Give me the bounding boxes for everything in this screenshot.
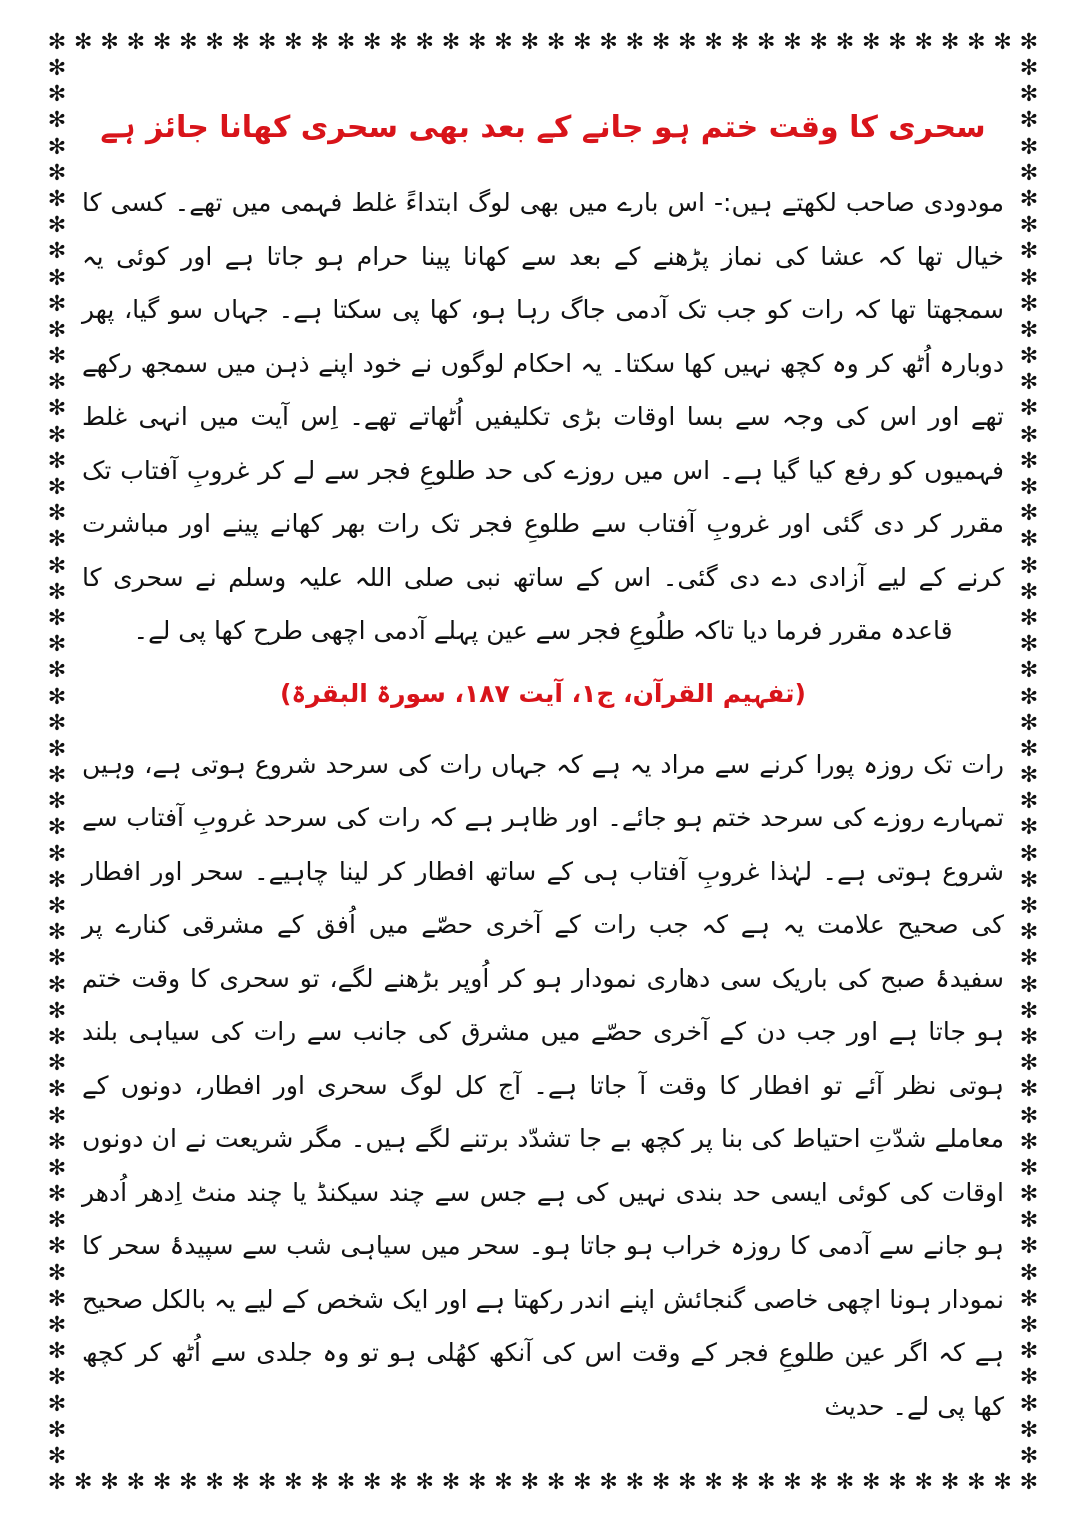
border-star-icon: ✻ (100, 1470, 119, 1495)
border-star-icon: ✻ (1019, 763, 1039, 789)
border-star-icon: ✻ (1019, 108, 1039, 134)
border-left (44, 56, 70, 1470)
border-star-icon: ✻ (47, 1286, 67, 1312)
paragraph-2: رات تک روزہ پورا کرنے سے مراد یہ ہے کہ جہاں رات کی سرحد شروع ہوتی ہے، وہیں تمہارے روزے کی سرحد ختم ہو جائے۔ اور ظاہر ہے کہ رات کی سرحد غروبِ آفتاب سے شروع ہوتی ہے۔ لہٰذا غروبِ آفتاب ہی کے ساتھ افطار کر لینا چاہیے۔ سحر اور افطار کی صحیح علامت یہ ہے کہ جب رات کے آخری حصّے میں اُفق کے مشرقی کنارے پر سفیدۂ صبح کی باریک سی دھاری نمودار ہو کر اُوپر بڑھنے لگے، تو سحری کا وقت ختم ہو جاتا ہے اور جب دن کے آخری حصّے میں مشرق کی جانب سے رات کی سیاہی بلند ہوتی نظر آئے تو افطار کا وقت آ جاتا ہے۔ آج کل لوگ سحری اور افطار، دونوں کے معاملے شدّتِ احتیاط کی بنا پر کچھ بے جا تشدّد برتنے لگے ہیں۔ مگر شریعت نے ان دونوں اوقات کی کوئی ایسی حد بندی نہیں کی ہے جس سے چند سیکنڈ یا چند منٹ اِدھر اُدھر ہو جانے سے آدمی کا روزہ خراب ہو جاتا ہو۔ سحر میں سیاہی شب سے سپیدۂ سحر کا نمودار ہونا اچھی خاصی گنجائش اپنے اندر رکھتا ہے اور ایک شخص کے لیے یہ بالکل صحیح ہے کہ اگر عین طلوعِ فجر کے وقت اس کی آنکھ کھُلی ہو تو وہ جلدی سے اُٹھ کر کچھ کھا پی لے۔ حدیث (82, 749, 1004, 1421)
border-star-icon: ✻ (441, 30, 461, 55)
border-star-icon: ✻ (678, 1470, 697, 1495)
border-star-icon: ✻ (74, 30, 93, 55)
border-star-icon: ✻ (1019, 475, 1039, 500)
border-star-icon: ✻ (1019, 186, 1039, 212)
border-star-icon: ✻ (1019, 579, 1039, 605)
border-star-icon: ✻ (783, 1470, 802, 1495)
border-star-icon: ✻ (1019, 1339, 1039, 1365)
border-star-icon: ✻ (1019, 213, 1039, 239)
border-star-icon: ✻ (1019, 632, 1039, 658)
border-star-icon: ✻ (1019, 1470, 1039, 1495)
border-bottom (44, 1470, 1042, 1496)
border-star-icon: ✻ (310, 30, 329, 55)
border-star-icon: ✻ (1019, 82, 1039, 108)
border-star-icon: ✻ (310, 1470, 329, 1495)
border-star-icon: ✻ (47, 82, 67, 108)
border-star-icon: ✻ (47, 396, 67, 422)
border-star-icon: ✻ (1019, 422, 1039, 448)
paragraph-1: مودودی صاحب لکھتے ہیں:- اس بارے میں بھی لوگ ابتداءً غلط فہمی میں تھے۔ کسی کا خیال تھا کہ عشا کی نماز پڑھنے کے بعد سے کھانا پینا حرام ہو جاتا ہے اور کوئی یہ سمجھتا تھا کہ رات کو جب تک آدمی جاگ رہا ہو، کھا پی سکتا ہے۔ جہاں سو گیا، پھر دوبارہ اُٹھ کر وہ کچھ نہیں کھا سکتا۔ یہ احکام لوگوں نے خود اپنے ذہن میں سمجھ رکھے تھے اور اس کی وجہ سے بسا اوقات بڑی تکلیفیں اُٹھاتے تھے۔ اِس آیت میں انہی غلط فہمیوں کو رفع کیا گیا ہے۔ اس میں روزے کی حد طلوعِ فجر سے لے کر غروبِ آفتاب تک مقرر کر دی گئی اور غروبِ آفتاب سے طلوعِ فجر تک رات بھر کھانے پینے اور مباشرت کرنے کے لیے آزادی دے دی گئی۔ اس کے ساتھ نبی صلی اللہ علیہ وسلم نے سحری کا قاعدہ مقرر فرما دیا تاکہ طلُوعِ فجر سے عین پہلے آدمی اچھی طرح کھا پی لے۔ (82, 188, 1004, 645)
border-star-icon: ✻ (835, 30, 855, 55)
border-star-icon: ✻ (47, 1024, 67, 1050)
border-star-icon: ✻ (179, 30, 198, 55)
border-star-icon: ✻ (1019, 291, 1039, 317)
border-star-icon: ✻ (47, 56, 67, 81)
border-star-icon: ✻ (730, 30, 750, 55)
border-star-icon: ✻ (704, 30, 723, 55)
border-star-icon: ✻ (1019, 1103, 1039, 1129)
border-star-icon: ✻ (573, 1470, 592, 1495)
border-star-icon: ✻ (1019, 30, 1039, 55)
border-star-icon: ✻ (1019, 1365, 1039, 1391)
border-star-icon: ✻ (1019, 370, 1039, 396)
border-star-icon: ✻ (1019, 56, 1039, 81)
border-star-icon: ✻ (47, 867, 67, 893)
border-star-icon: ✻ (494, 1470, 513, 1495)
border-star-icon: ✻ (47, 1339, 67, 1365)
border-star-icon: ✻ (494, 30, 513, 55)
border-star-icon: ✻ (47, 370, 67, 396)
border-star-icon: ✻ (835, 1470, 855, 1495)
border-star-icon: ✻ (257, 30, 277, 55)
border-star-icon: ✻ (1019, 1077, 1039, 1103)
border-star-icon: ✻ (888, 1470, 907, 1495)
border-star-icon: ✻ (415, 30, 434, 55)
border-star-icon: ✻ (1019, 1208, 1039, 1234)
border-star-icon: ✻ (1019, 736, 1039, 762)
border-star-icon: ✻ (1019, 1443, 1039, 1469)
border-star-icon: ✻ (1019, 1417, 1039, 1443)
border-star-icon: ✻ (1019, 344, 1039, 370)
border-star-icon: ✻ (546, 30, 566, 55)
border-star-icon: ✻ (1019, 396, 1039, 422)
border-star-icon: ✻ (47, 108, 67, 134)
border-star-icon: ✻ (1019, 1024, 1039, 1050)
border-star-icon: ✻ (651, 30, 671, 55)
border-star-icon: ✻ (389, 1470, 408, 1495)
border-star-icon: ✻ (47, 291, 67, 317)
border-star-icon: ✻ (967, 30, 986, 55)
border-star-icon: ✻ (1019, 605, 1039, 631)
border-star-icon: ✻ (1019, 448, 1039, 474)
border-star-icon: ✻ (1019, 894, 1039, 919)
border-star-icon: ✻ (47, 972, 67, 998)
border-star-icon: ✻ (47, 1129, 67, 1155)
border-star-icon: ✻ (47, 658, 67, 684)
border-star-icon: ✻ (993, 1470, 1012, 1495)
border-star-icon: ✻ (914, 30, 933, 55)
border-star-icon: ✻ (336, 30, 356, 55)
article-body (82, 92, 1004, 1462)
border-star-icon: ✻ (336, 1470, 356, 1495)
border-star-icon: ✻ (1019, 1155, 1039, 1181)
border-star-icon: ✻ (205, 30, 224, 55)
border-star-icon: ✻ (47, 710, 67, 736)
border-star-icon: ✻ (651, 1470, 671, 1495)
border-star-icon: ✻ (1019, 920, 1039, 946)
border-star-icon: ✻ (231, 1470, 251, 1495)
border-star-icon: ✻ (47, 998, 67, 1024)
border-star-icon: ✻ (179, 1470, 198, 1495)
border-star-icon: ✻ (47, 946, 67, 972)
border-star-icon: ✻ (888, 30, 907, 55)
border-star-icon: ✻ (862, 30, 881, 55)
border-star-icon: ✻ (783, 30, 802, 55)
border-star-icon: ✻ (47, 422, 67, 448)
border-star-icon: ✻ (1019, 1260, 1039, 1286)
border-star-icon: ✻ (756, 30, 776, 55)
border-star-icon: ✻ (47, 501, 67, 527)
border-star-icon: ✻ (599, 30, 618, 55)
border-star-icon: ✻ (257, 1470, 277, 1495)
border-star-icon: ✻ (47, 1155, 67, 1181)
border-star-icon: ✻ (1019, 1391, 1039, 1417)
border-star-icon: ✻ (47, 213, 67, 239)
border-star-icon: ✻ (1019, 1051, 1039, 1077)
border-star-icon: ✻ (1019, 501, 1039, 527)
border-star-icon: ✻ (520, 30, 539, 55)
border-star-icon: ✻ (47, 1234, 67, 1260)
article-title: سحری کا وقت ختم ہو جانے کے بعد بھی سحری کھانا جائز ہے (100, 110, 986, 145)
border-star-icon: ✻ (1019, 710, 1039, 736)
border-star-icon: ✻ (47, 1182, 67, 1208)
border-star-icon: ✻ (1019, 867, 1039, 893)
border-star-icon: ✻ (47, 448, 67, 474)
border-star-icon: ✻ (1019, 658, 1039, 684)
border-star-icon: ✻ (1019, 317, 1039, 343)
border-star-icon: ✻ (284, 30, 303, 55)
border-star-icon: ✻ (914, 1470, 933, 1495)
border-star-icon: ✻ (47, 1417, 67, 1443)
border-star-icon: ✻ (809, 1470, 828, 1495)
border-star-icon: ✻ (47, 1313, 67, 1338)
border-star-icon: ✻ (231, 30, 251, 55)
border-star-icon: ✻ (47, 30, 67, 55)
border-star-icon: ✻ (1019, 998, 1039, 1024)
border-star-icon: ✻ (468, 30, 487, 55)
border-star-icon: ✻ (1019, 553, 1039, 579)
border-star-icon: ✻ (47, 789, 67, 815)
border-star-icon: ✻ (704, 1470, 723, 1495)
border-star-icon: ✻ (47, 1260, 67, 1286)
border-star-icon: ✻ (1019, 815, 1039, 841)
border-star-icon: ✻ (1019, 946, 1039, 972)
border-star-icon: ✻ (625, 30, 645, 55)
border-star-icon: ✻ (47, 160, 67, 186)
border-star-icon: ✻ (47, 527, 67, 553)
border-star-icon: ✻ (152, 1470, 172, 1495)
border-star-icon: ✻ (47, 1051, 67, 1077)
border-star-icon: ✻ (678, 30, 697, 55)
border-star-icon: ✻ (47, 605, 67, 631)
border-star-icon: ✻ (1019, 684, 1039, 710)
border-star-icon: ✻ (47, 317, 67, 343)
border-star-icon: ✻ (152, 30, 172, 55)
border-star-icon: ✻ (47, 579, 67, 605)
border-star-icon: ✻ (47, 632, 67, 658)
border-star-icon: ✻ (47, 344, 67, 370)
border-star-icon: ✻ (993, 30, 1012, 55)
border-star-icon: ✻ (756, 1470, 776, 1495)
border-star-icon: ✻ (415, 1470, 434, 1495)
border-star-icon: ✻ (284, 1470, 303, 1495)
border-star-icon: ✻ (47, 553, 67, 579)
border-star-icon: ✻ (1019, 972, 1039, 998)
border-star-icon: ✻ (1019, 789, 1039, 815)
border-star-icon: ✻ (441, 1470, 461, 1495)
border-star-icon: ✻ (47, 736, 67, 762)
border-star-icon: ✻ (967, 1470, 986, 1495)
border-star-icon: ✻ (47, 1077, 67, 1103)
border-star-icon: ✻ (599, 1470, 618, 1495)
border-star-icon: ✻ (625, 1470, 645, 1495)
border-star-icon: ✻ (47, 1208, 67, 1234)
border-star-icon: ✻ (100, 30, 119, 55)
border-star-icon: ✻ (47, 763, 67, 789)
border-star-icon: ✻ (126, 30, 146, 55)
border-star-icon: ✻ (362, 30, 382, 55)
border-star-icon: ✻ (940, 1470, 960, 1495)
border-star-icon: ✻ (47, 265, 67, 291)
border-star-icon: ✻ (520, 1470, 539, 1495)
border-star-icon: ✻ (1019, 239, 1039, 265)
border-star-icon: ✻ (1019, 841, 1039, 867)
border-star-icon: ✻ (940, 30, 960, 55)
border-star-icon: ✻ (1019, 160, 1039, 186)
border-star-icon: ✻ (468, 1470, 487, 1495)
border-star-icon: ✻ (730, 1470, 750, 1495)
border-star-icon: ✻ (1019, 1234, 1039, 1260)
border-star-icon: ✻ (1019, 1286, 1039, 1312)
border-star-icon: ✻ (47, 684, 67, 710)
border-star-icon: ✻ (47, 894, 67, 919)
border-star-icon: ✻ (1019, 1129, 1039, 1155)
border-star-icon: ✻ (47, 920, 67, 946)
border-star-icon: ✻ (809, 30, 828, 55)
border-star-icon: ✻ (1019, 265, 1039, 291)
border-star-icon: ✻ (74, 1470, 93, 1495)
border-star-icon: ✻ (862, 1470, 881, 1495)
border-star-icon: ✻ (546, 1470, 566, 1495)
border-star-icon: ✻ (47, 239, 67, 265)
border-star-icon: ✻ (47, 1365, 67, 1391)
border-star-icon: ✻ (573, 30, 592, 55)
border-star-icon: ✻ (1019, 1182, 1039, 1208)
border-star-icon: ✻ (47, 1391, 67, 1417)
border-star-icon: ✻ (1019, 134, 1039, 160)
border-star-icon: ✻ (389, 30, 408, 55)
reference-citation: (تفہیم القرآن، ج۱، آیت ۱۸۷، سورۃ البقرۃ) (280, 678, 806, 708)
border-star-icon: ✻ (205, 1470, 224, 1495)
border-star-icon: ✻ (47, 1443, 67, 1469)
border-star-icon: ✻ (362, 1470, 382, 1495)
border-star-icon: ✻ (47, 1103, 67, 1129)
border-star-icon: ✻ (47, 475, 67, 500)
border-star-icon: ✻ (47, 1470, 67, 1495)
border-star-icon: ✻ (47, 815, 67, 841)
border-star-icon: ✻ (1019, 1313, 1039, 1338)
border-star-icon: ✻ (47, 841, 67, 867)
border-right (1016, 56, 1042, 1470)
border-star-icon: ✻ (47, 186, 67, 212)
border-star-icon: ✻ (126, 1470, 146, 1495)
border-top (44, 30, 1042, 56)
border-star-icon: ✻ (1019, 527, 1039, 553)
border-star-icon: ✻ (47, 134, 67, 160)
